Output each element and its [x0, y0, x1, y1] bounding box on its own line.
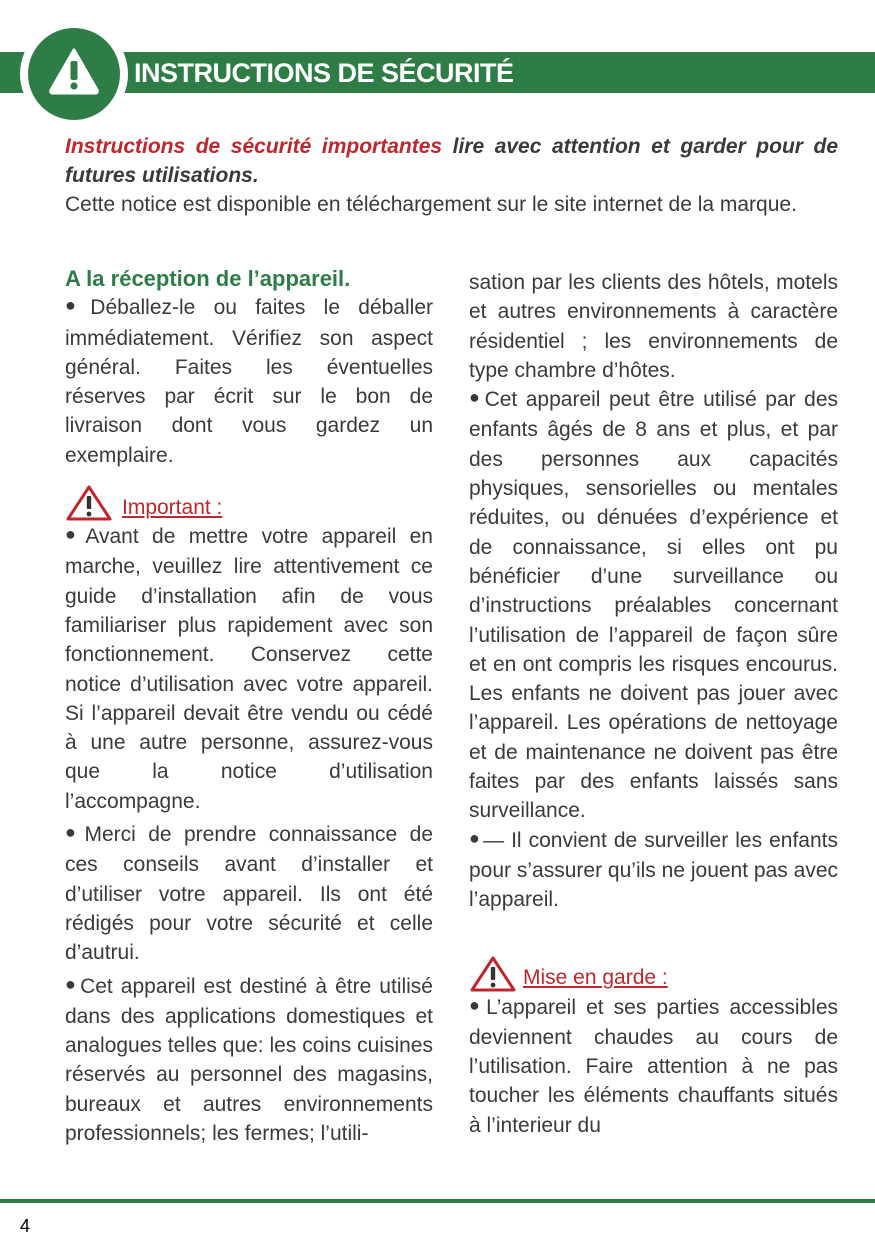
paragraph-hot-parts-text: L’appareil et ses parties accessibles deviennent chaudes au cours de l’utilisation. Faire attention à ne pas toucher les éléments chauffants situés à l’interieur du [469, 995, 839, 1137]
bullet-icon: ● [65, 822, 83, 843]
paragraph-hot-parts [469, 993, 838, 1140]
warning-row [469, 955, 838, 993]
paragraph-supervise [469, 826, 838, 915]
paragraph-before-start [65, 522, 433, 816]
bullet-icon: ● [469, 387, 483, 408]
paragraph-children-text: Cet appareil peut être utilisé par des enfants âgés de 8 ans et plus, et par des personnes aux capacités physiques, sensorielles ou mentales réduites, ou dénuées d’expérience et de connaissance, si elles ont pu bénéficier d’une surveillance ou d’instructions préalables concernant l’utilisation de l’appareil de façon sûre et en ont compris les risques encourus. Les enfants ne doivent pas jouer avec l’appareil. Les opérations de nettoyage et de maintenance ne doivent pas être faites par des enfants laissés sans surveillance. [469, 388, 838, 823]
paragraph-before-start-text: Avant de mettre votre appareil en marche, veuillez lire attentivement ce guide d’installation afin de vous familiariser plus rapidement avec son fonctionnement. Conservez cette notice d’utilisation avec votre appareil. Si l’appareil devait être vendu ou cédé à une autre personne, assurez-vous que la notice d’utilisation l’accompagne. [65, 525, 433, 813]
page-number: 4 [20, 1216, 31, 1236]
warning-triangle-icon [47, 44, 101, 98]
paragraph-thanks [65, 820, 433, 967]
intro [65, 132, 838, 219]
section-heading: A la réception de l’appareil. [65, 266, 351, 291]
warning-badge [20, 20, 128, 128]
page-title: INSTRUCTIONS DE SÉCURITÉ [134, 58, 514, 88]
footer-divider [0, 1199, 875, 1203]
intro-emphasis: Instructions de sécurité importantes [65, 135, 443, 158]
warning-label: Mise en garde : [523, 966, 668, 990]
paragraph-children [469, 385, 838, 825]
intro-notice: Cette notice est disponible en téléchargement sur le site internet de la marque. [65, 193, 797, 216]
paragraph-domestic-use-text: Cet appareil est destiné à être utilisé dans des applications domestiques et analogues telles que: les coins cuisines réservés au personnel des magasins, bureaux et autres environnements professionnels; les fermes; l’utili- [65, 974, 433, 1146]
intro-emphasis-rest: lire avec attention et garder pour de futures utilisations. [65, 135, 839, 187]
bullet-icon: ● [65, 524, 84, 545]
bullet-icon: ● [65, 973, 79, 994]
paragraph-unpack [65, 293, 433, 470]
important-row [65, 484, 433, 522]
paragraph-domestic-use [65, 972, 433, 1149]
warning-triangle-icon [65, 484, 113, 522]
important-label: Important : [122, 495, 223, 519]
bullet-icon: ● [469, 994, 485, 1015]
bullet-icon: ● [469, 827, 482, 848]
paragraph-thanks-text: Merci de prendre connaissance de ces conseils avant d’installer et d’utiliser votre appareil. Ils ont été rédigés pour votre sécurité et celle d’autrui. [65, 823, 433, 965]
paragraph-supervise-text: — Il convient de surveiller les enfants pour s’assurer qu’ils ne jouent pas avec l’appareil. [469, 828, 838, 912]
paragraph-unpack-text: Déballez-le ou faites le déballer immédiatement. Vérifiez son aspect général. Faites les éventuelles réserves par écrit sur le bon de livraison dont vous gardez un exemplaire. [65, 296, 433, 467]
right-column [469, 268, 838, 1140]
paragraph-continuation: sation par les clients des hôtels, motels et autres environnements à caractère résidentiel ; les environnements de type chambre d’hôtes. [469, 271, 838, 382]
bullet-icon: ● [65, 295, 89, 316]
left-column [65, 264, 433, 1148]
warning-triangle-icon [469, 955, 517, 993]
